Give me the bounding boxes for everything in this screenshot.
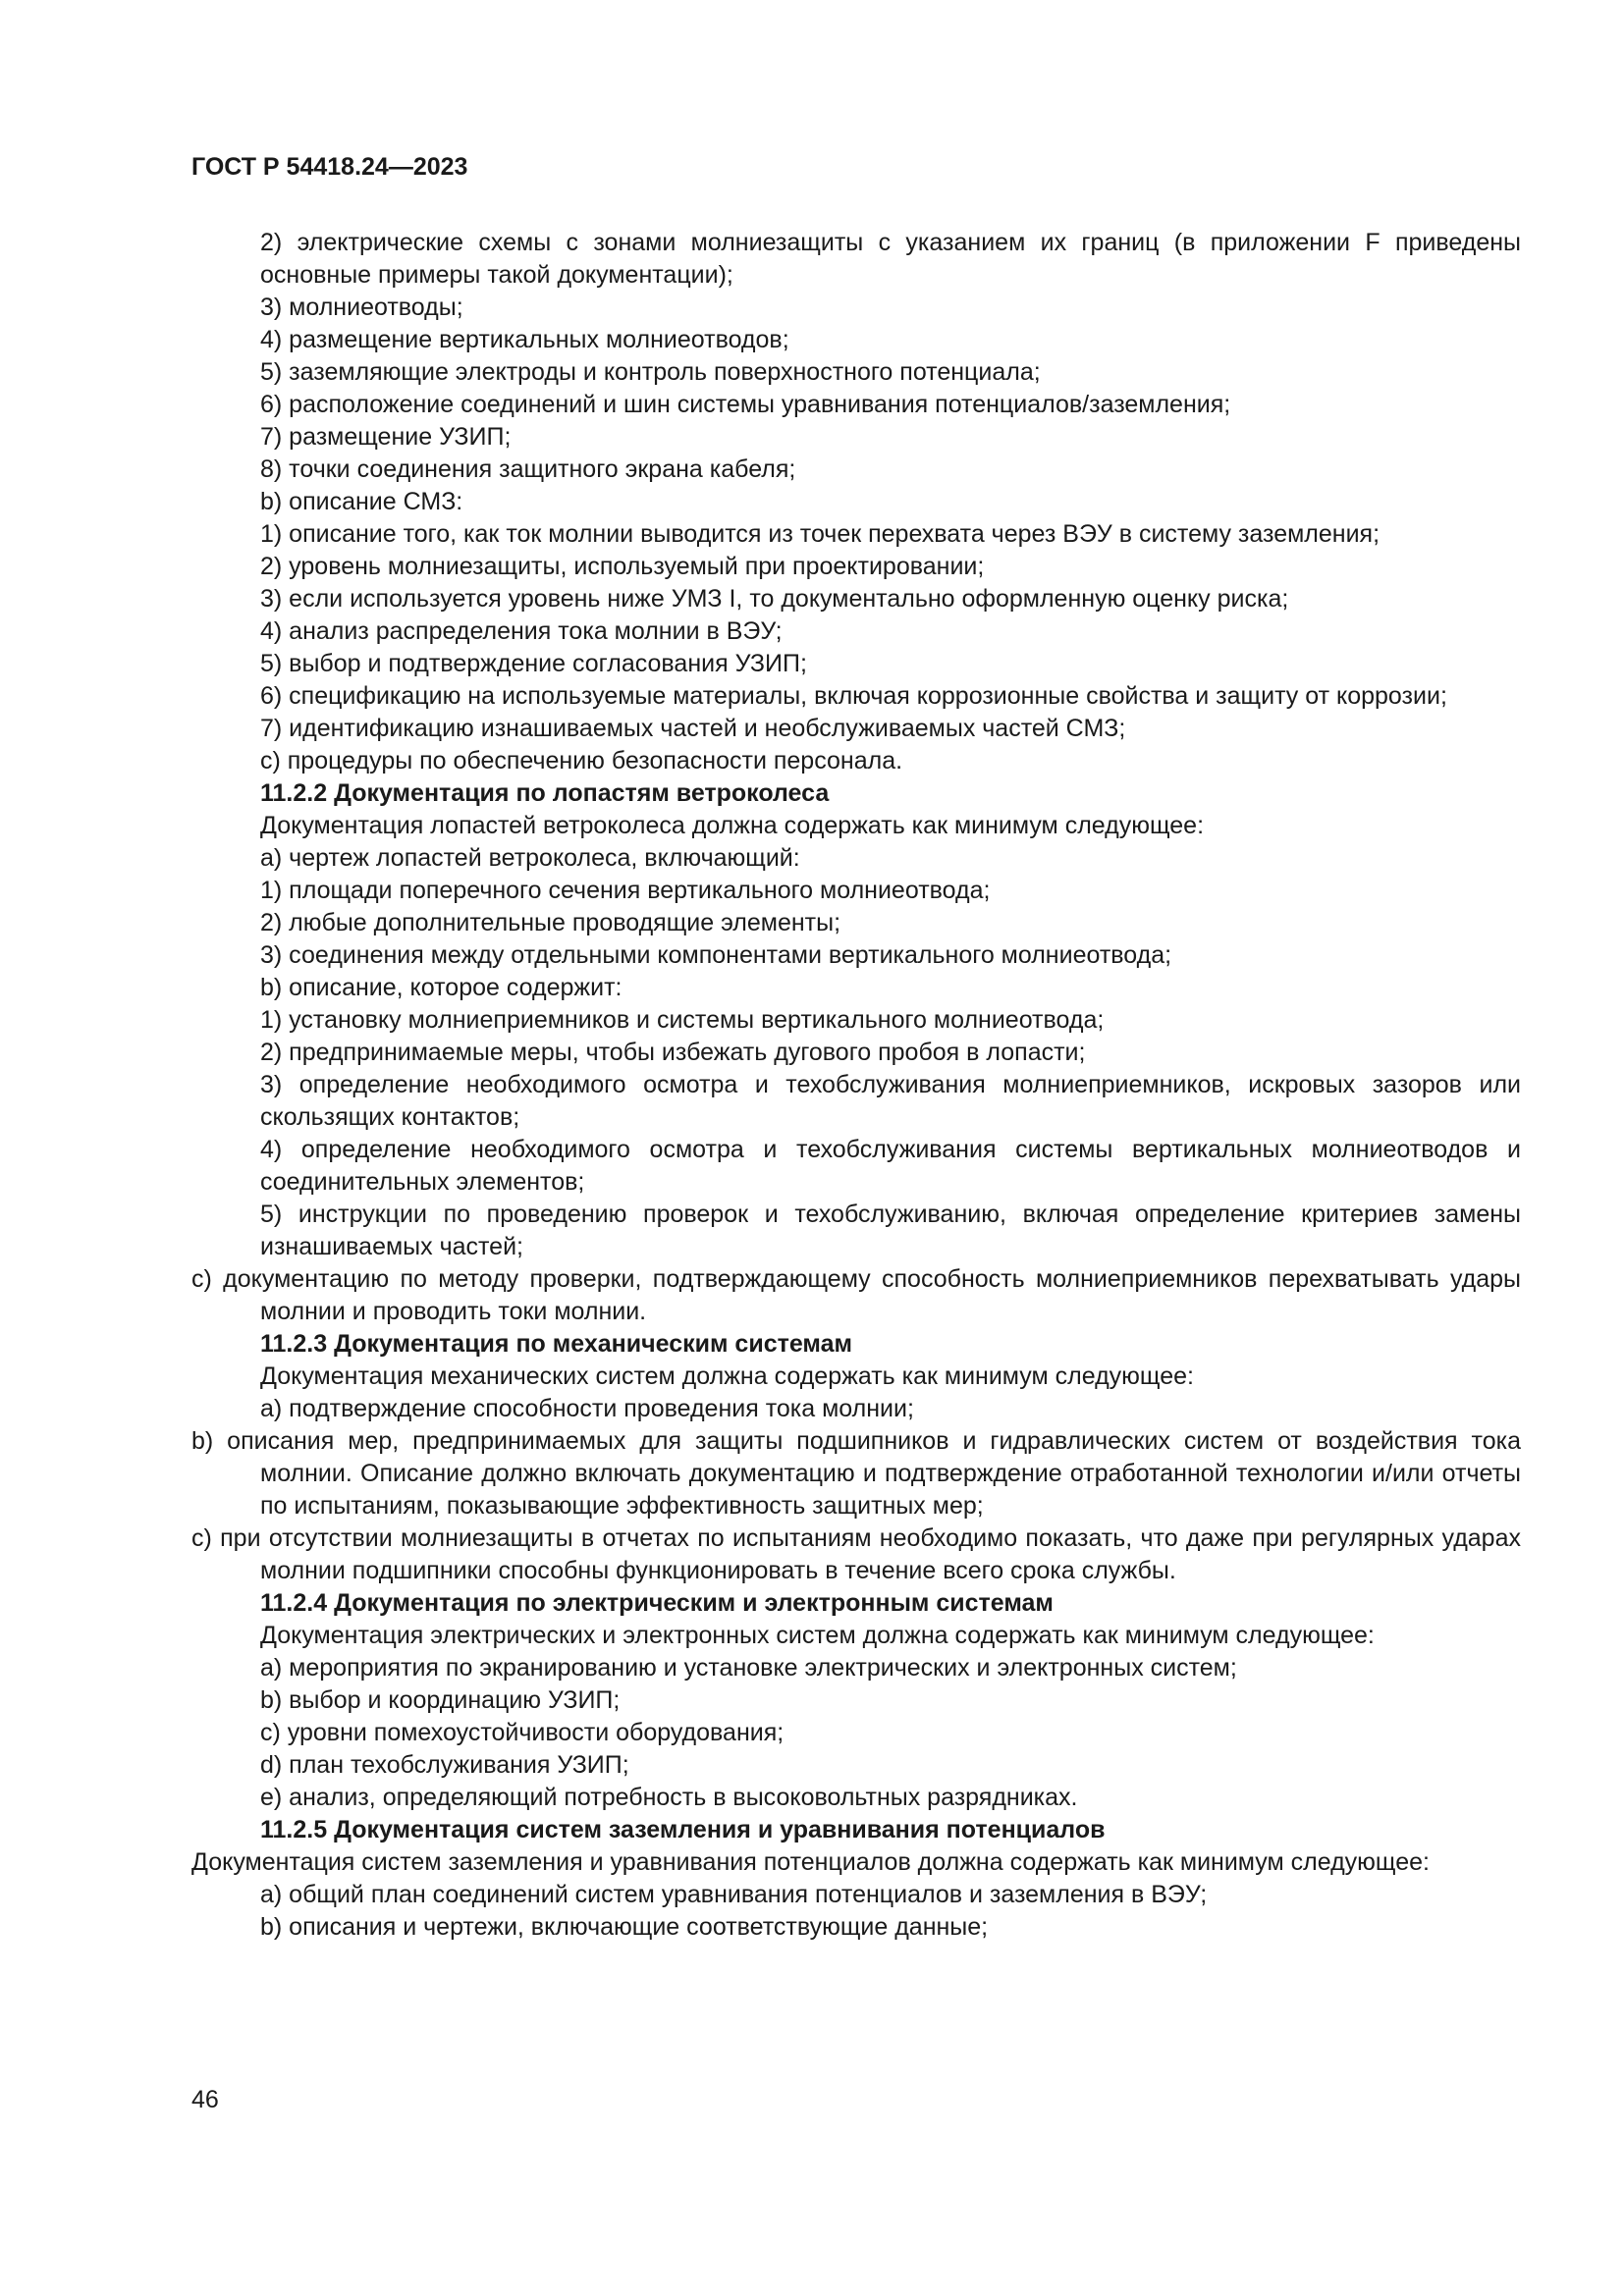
page-number: 46 [191, 2086, 219, 2113]
text-line: b) описания мер, предпринимаемых для защиты подшипников и гидравлических систем от воздействия тока молнии. Описание должно включать документацию и подтверждение отработанной технологии и/или отчеты по испытаниям, показывающие эффективность защитных мер; [191, 1427, 1521, 1520]
text-line: c) при отсутствии молниезащиты в отчетах по испытаниям необходимо показать, что даже при регулярных ударах молнии подшипники способны функционировать в течение всего срока службы. [191, 1524, 1521, 1584]
standard-header: ГОСТ Р 54418.24—2023 [191, 153, 468, 181]
text-line: 2) уровень молниезащиты, используемый при проектировании; [260, 553, 985, 580]
text-line: e) анализ, определяющий потребность в высоковольтных разрядниках. [260, 1784, 1078, 1811]
text-line: a) общий план соединений систем уравнивания потенциалов и заземления в ВЭУ; [260, 1881, 1208, 1908]
text-line: 7) идентификацию изнашиваемых частей и необслуживаемых частей СМЗ; [260, 715, 1126, 742]
text-line: b) описание, которое содержит: [260, 974, 623, 1001]
text-line: d) план техобслуживания УЗИП; [260, 1751, 629, 1779]
text-line: 2) любые дополнительные проводящие элементы; [260, 909, 841, 936]
text-line: 4) определение необходимого осмотра и техобслуживания системы вертикальных молниеотводов и соединительных элементов; [260, 1136, 1521, 1196]
text-line: b) описание СМЗ: [260, 488, 463, 515]
text-line: 3) соединения между отдельными компонентами вертикального молниеотвода; [260, 941, 1172, 969]
text-line: 6) расположение соединений и шин системы уравнивания потенциалов/заземления; [260, 391, 1231, 418]
text-line: c) процедуры по обеспечению безопасности персонала. [260, 747, 903, 774]
text-line: a) подтверждение способности проведения тока молнии; [260, 1395, 914, 1422]
text-line: 8) точки соединения защитного экрана кабеля; [260, 455, 796, 483]
section-heading: 11.2.3 Документация по механическим системам [260, 1330, 852, 1358]
text-line: 5) выбор и подтверждение согласования УЗИП; [260, 650, 807, 677]
text-line: 5) инструкции по проведению проверок и техобслуживанию, включая определение критериев замены изнашиваемых частей; [260, 1201, 1521, 1260]
text-line: 3) если используется уровень ниже УМЗ I, то документально оформленную оценку риска; [260, 585, 1289, 613]
text-line: 5) заземляющие электроды и контроль поверхностного потенциала; [260, 358, 1041, 386]
text-line: Документация лопастей ветроколеса должна содержать как минимум следующее: [260, 812, 1205, 839]
text-line: 3) молниеотводы; [260, 294, 463, 321]
text-line: 7) размещение УЗИП; [260, 423, 512, 451]
text-line: 4) размещение вертикальных молниеотводов; [260, 326, 789, 353]
document-body [191, 227, 1521, 1944]
text-line: c) уровни помехоустойчивости оборудования; [260, 1719, 785, 1746]
text-line: 2) предпринимаемые меры, чтобы избежать дугового пробоя в лопасти; [260, 1039, 1086, 1066]
text-line: b) описания и чертежи, включающие соответствующие данные; [260, 1913, 989, 1941]
section-heading: 11.2.4 Документация по электрическим и электронным системам [260, 1589, 1054, 1617]
text-line: Документация механических систем должна содержать как минимум следующее: [260, 1362, 1194, 1390]
text-line: 1) установку молниеприемников и системы вертикального молниеотвода; [260, 1006, 1105, 1034]
text-line: b) выбор и координацию УЗИП; [260, 1686, 621, 1714]
text-line: 2) электрические схемы с зонами молниезащиты с указанием их границ (в приложении F приведены основные примеры такой документации); [260, 229, 1521, 289]
text-line: Документация систем заземления и уравнивания потенциалов должна содержать как минимум следующее: [191, 1848, 1430, 1876]
text-line: a) мероприятия по экранированию и установке электрических и электронных систем; [260, 1654, 1237, 1682]
text-line: 6) спецификацию на используемые материалы, включая коррозионные свойства и защиту от коррозии; [260, 682, 1447, 710]
text-line: a) чертеж лопастей ветроколеса, включающий: [260, 844, 800, 872]
text-line: 1) площади поперечного сечения вертикального молниеотвода; [260, 877, 991, 904]
text-line: 1) описание того, как ток молнии выводится из точек перехвата через ВЭУ в систему заземления; [260, 520, 1380, 548]
section-heading: 11.2.5 Документация систем заземления и уравнивания потенциалов [260, 1816, 1106, 1843]
text-line: Документация электрических и электронных систем должна содержать как минимум следующее: [260, 1622, 1375, 1649]
section-heading: 11.2.2 Документация по лопастям ветроколеса [260, 779, 830, 807]
text-line: c) документацию по методу проверки, подтверждающему способность молниеприемников перехватывать удары молнии и проводить токи молнии. [191, 1265, 1521, 1325]
text-line: 3) определение необходимого осмотра и техобслуживания молниеприемников, искровых зазоров или скользящих контактов; [260, 1071, 1521, 1131]
text-line: 4) анализ распределения тока молнии в ВЭУ; [260, 617, 783, 645]
